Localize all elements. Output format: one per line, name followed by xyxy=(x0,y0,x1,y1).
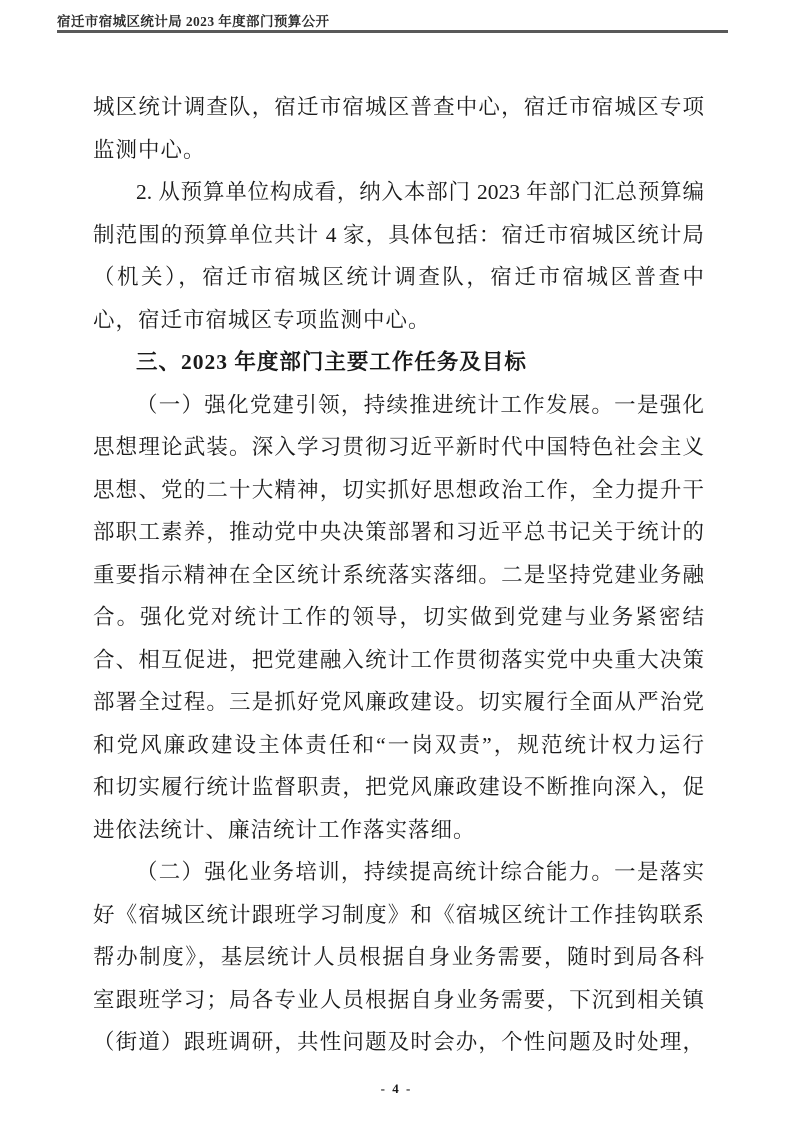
para-2-budget-unit-composition-line: （机关），宿迁市宿城区统计调查队，宿迁市宿城区普查中 xyxy=(93,265,704,289)
para-3-2-business-training-line: 室跟班学习；局各专业人员根据自身业务需要，下沉到相关镇 xyxy=(93,987,704,1012)
para-2-budget-unit-composition-line: 心，宿迁市宿城区专项监测中心。 xyxy=(93,307,431,332)
para-3-2-business-training-line: 帮办制度》，基层统计人员根据自身业务需要，随时到局各科 xyxy=(93,945,704,969)
para-2-budget-unit-composition-line: 2. 从预算单位构成看，纳入本部门 2023 年部门汇总预算编 xyxy=(136,180,704,204)
para-3-1-party-building-line: 合、相互促进，把党建融入统计工作贯彻落实党中央重大决策 xyxy=(93,647,704,672)
heading-section-three-tasks-goals-line: 三、2023 年度部门主要工作任务及目标 xyxy=(136,350,527,374)
para-3-2-business-training-line: 好《宿城区统计跟班学习制度》和《宿城区统计工作挂钩联系 xyxy=(93,902,704,927)
para-3-1-party-building-line: 重要指示精神在全区统计系统落实落细。二是坚持党建业务融 xyxy=(93,562,704,587)
para-3-1-party-building-line: 合。强化党对统计工作的领导，切实做到党建与业务紧密结 xyxy=(93,605,704,629)
header-rule xyxy=(57,30,728,33)
document-body xyxy=(93,86,704,1064)
para-3-1-party-building-line: 部署全过程。三是抓好党风廉政建设。切实履行全面从严治党 xyxy=(93,690,704,714)
para-3-1-party-building-line: （一）强化党建引领，持续推进统计工作发展。一是强化 xyxy=(136,392,704,417)
para-3-1-party-building-line: 进依法统计、廉洁统计工作落实落细。 xyxy=(93,817,476,842)
para-3-2-business-training-line: （街道）跟班调研，共性问题及时会办，个性问题及时处理， xyxy=(93,1030,704,1054)
para-3-1-party-building-line: 和切实履行统计监督职责，把党风廉政建设不断推向深入，促 xyxy=(93,775,704,799)
para-2-budget-unit-composition-line: 制范围的预算单位共计 4 家，具体包括：宿迁市宿城区统计局 xyxy=(93,222,704,247)
page-number: - 4 - xyxy=(380,1081,413,1096)
para-3-1-party-building-line: 和党风廉政建设主体责任和“一岗双责”，规范统计权力运行 xyxy=(93,732,704,757)
page-header xyxy=(57,10,736,30)
para-continuation-budget-units-line: 城区统计调查队，宿迁市宿城区普查中心，宿迁市宿城区专项 xyxy=(93,95,704,119)
page-footer xyxy=(0,1080,793,1098)
para-3-1-party-building-line: 思想、党的二十大精神，切实抓好思想政治工作，全力提升干 xyxy=(93,477,704,502)
para-3-2-business-training-line: （二）强化业务培训，持续提高统计综合能力。一是落实 xyxy=(136,860,704,884)
header-title: 宿迁市宿城区统计局 2023 年度部门预算公开 xyxy=(57,14,330,29)
para-3-1-party-building-line: 思想理论武装。深入学习贯彻习近平新时代中国特色社会主义 xyxy=(93,435,704,459)
para-3-1-party-building-line: 部职工素养，推动党中央决策部署和习近平总书记关于统计的 xyxy=(93,520,704,544)
para-continuation-budget-units-line: 监测中心。 xyxy=(93,137,206,162)
